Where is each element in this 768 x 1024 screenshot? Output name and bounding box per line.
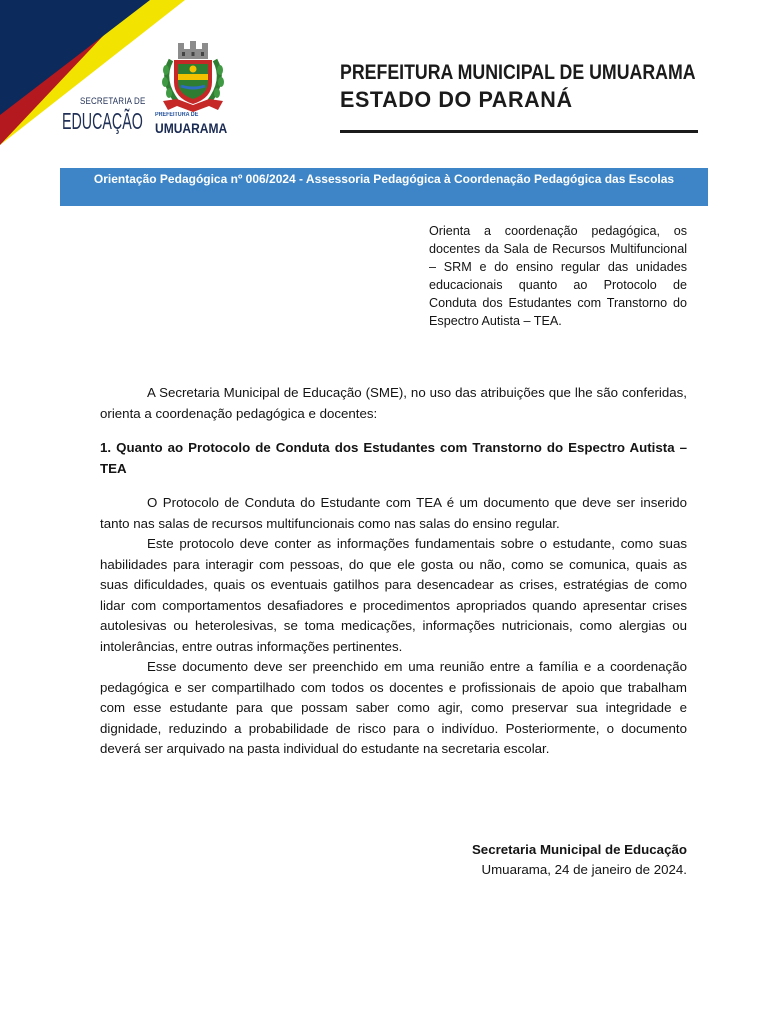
body-paragraph: Esse documento deve ser preenchido em uma reunião entre a família e a coordenação pedagógica e ser compartilhado com todos os docentes e profissionais de apoio que trabalham com esse estudante para que possam saber como agir, como preservar sua integridade e dignidade, reduzindo a probabilidade de risco para o indivíduo. Posteriormente, o documento deverá ser arquivado na pasta individual do estudante na secretaria escolar. bbox=[100, 659, 687, 756]
title-divider bbox=[340, 130, 698, 133]
signature-block bbox=[472, 840, 687, 880]
logo-city-label: UMUARAMA bbox=[155, 120, 228, 136]
body-paragraph: O Protocolo de Conduta do Estudante com TEA é um documento que deve ser inserido tanto nas salas de recursos multifuncionais como nas salas do ensino regular. bbox=[100, 495, 687, 531]
signature-name: Secretaria Municipal de Educação bbox=[471, 842, 687, 857]
signature-place-date: Umuarama, 24 de janeiro de 2024. bbox=[481, 862, 687, 877]
department-label-line2: EDUCAÇÃO bbox=[62, 108, 143, 134]
intro-paragraph: A Secretaria Municipal de Educação (SME), no uso das atribuições que lhe são conferidas, orienta a coordenação pedagógica e docentes: bbox=[100, 385, 687, 421]
document-banner: Orientação Pedagógica nº 006/2024 - Assessoria Pedagógica à Coordenação Pedagógica das Escolas bbox=[60, 168, 708, 206]
section-heading: 1. Quanto ao Protocolo de Conduta dos Estudantes com Transtorno do Espectro Autista – TEA bbox=[100, 440, 687, 476]
coat-of-arms-icon bbox=[157, 40, 229, 114]
summary-paragraph: Orienta a coordenação pedagógica, os docentes da Sala de Recursos Multifuncional – SRM e do ensino regular das unidades educacionais quanto ao Protocolo de Conduta dos Estudantes com Transtorno do Espectro Autista – TEA. bbox=[429, 224, 687, 328]
page-title-line1: PREFEITURA MUNICIPAL DE UMUARAMA bbox=[340, 61, 696, 84]
page-title-line2: ESTADO DO PARANÁ bbox=[340, 87, 573, 112]
logo-small-label: PREFEITURA DE bbox=[155, 112, 199, 118]
body-paragraph: Este protocolo deve conter as informações fundamentais sobre o estudante, como suas habilidades para interagir com pessoas, do que ele gosta ou não, como se comunica, quais as suas dificuldades, quais os eventuais gatilhos para desencadear as crises, estratégias de como lidar com comportamentos desafiadores e procedimentos apropriados quando apresentar crises autolesivas ou heterolesivas, se toma medicações, informações nutricionais, como alergias ou intolerâncias, entre outras informações pertinentes. bbox=[100, 536, 687, 654]
department-label-line1: SECRETARIA DE bbox=[80, 96, 146, 107]
document-body bbox=[100, 383, 687, 760]
